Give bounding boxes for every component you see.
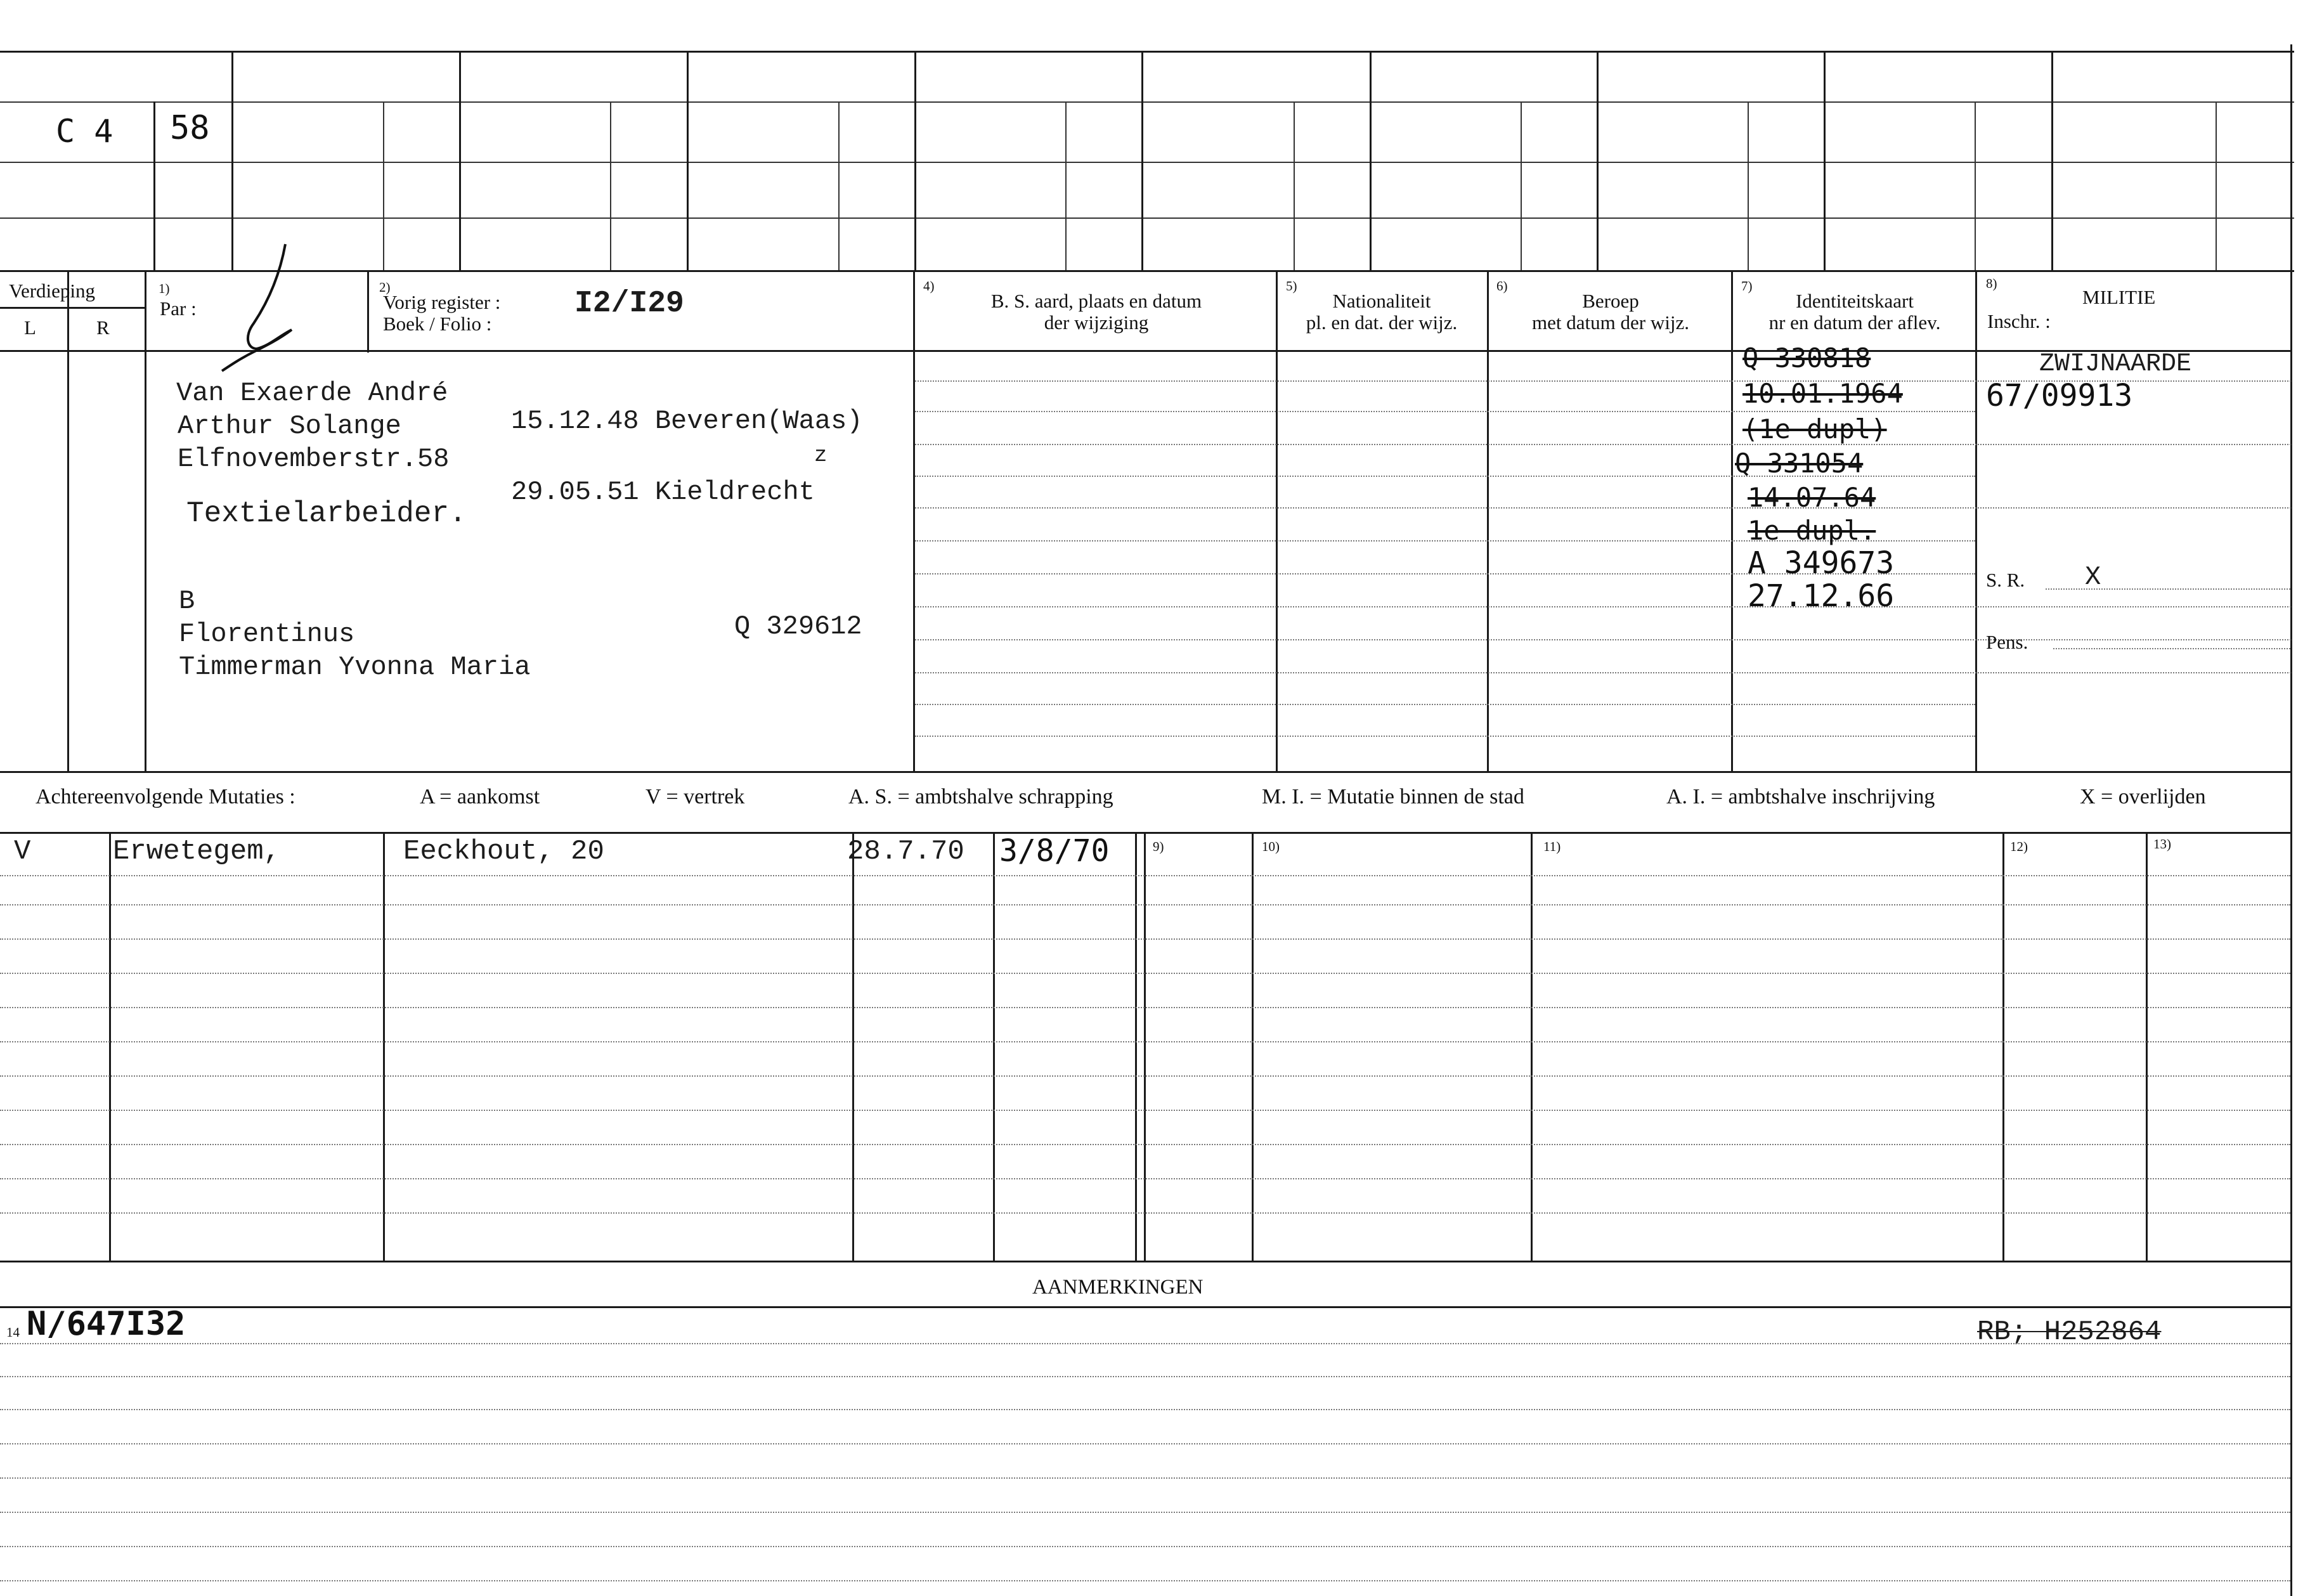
- col5-subtitle: pl. en dat. der wijz.: [1306, 311, 1458, 334]
- remarks-title: AANMERKINGEN: [1032, 1276, 1204, 1299]
- old-id2-number: Q 331054: [1735, 448, 1864, 479]
- remarks-reference: N/647I32: [27, 1305, 186, 1343]
- old-id-number: Q 330818: [1742, 342, 1871, 373]
- spouse-first-name: Florentinus: [179, 619, 355, 649]
- column-l-label: L: [24, 316, 36, 339]
- militie-number: 67/09913: [1986, 378, 2133, 413]
- legend-departure: V = vertrek: [646, 785, 745, 808]
- pens-label: Pens.: [1986, 631, 2028, 653]
- id-reference: Q 329612: [734, 611, 862, 642]
- current-id-date: 27.12.66: [1748, 578, 1895, 614]
- current-id-number: A 349673: [1748, 545, 1895, 581]
- col8-number: 8): [1986, 276, 1997, 291]
- inschr-label: Inschr. :: [1987, 310, 2051, 332]
- person-name: Van Exaerde André: [176, 378, 448, 408]
- old-id2-date: 14.07.64: [1748, 482, 1876, 513]
- old-id2-duplicate: 1e dupl.: [1748, 515, 1876, 546]
- legend-arrival: A = aankomst: [420, 785, 540, 808]
- old-id-date: 10.01.1964: [1742, 378, 1903, 409]
- sr-value: X: [2085, 562, 2101, 592]
- col5-number: 5): [1286, 278, 1297, 294]
- remarks-rb-number: RB; H252864: [1977, 1316, 2162, 1348]
- col6-subtitle: met datum der wijz.: [1532, 311, 1689, 334]
- z-mark: z: [814, 444, 827, 468]
- col7-number: 7): [1741, 278, 1753, 294]
- par-number: 1): [159, 281, 170, 296]
- legend-internal-move: M. I. = Mutatie binnen de stad: [1262, 785, 1524, 808]
- mutation-processed-date: 3/8/70: [999, 833, 1110, 869]
- mutation-type: V: [14, 836, 31, 867]
- col6-title: Beroep: [1582, 290, 1639, 312]
- old-id-duplicate: (1e dupl): [1742, 413, 1887, 444]
- col4-number: 4): [923, 278, 935, 294]
- mutation-date: 28.7.70: [847, 836, 964, 867]
- b-mark: B: [179, 586, 195, 616]
- person-first-names: Arthur Solange: [178, 411, 401, 441]
- legend-death: X = overlijden: [2080, 785, 2206, 808]
- verdieping-label: Verdieping: [9, 280, 96, 302]
- col6-number: 6): [1496, 278, 1508, 294]
- col7-title: Identiteitskaart: [1796, 290, 1914, 312]
- card-code: C 4: [56, 113, 114, 150]
- birth-date-place: 15.12.48 Beveren(Waas): [511, 406, 863, 436]
- remarks-number: 14: [6, 1325, 20, 1340]
- person-occupation: Textielarbeider.: [186, 497, 467, 530]
- vorig-register-label: Vorig register :: [383, 291, 501, 313]
- col13-number: 13): [2153, 836, 2171, 852]
- militie-title: MILITIE: [2082, 286, 2156, 308]
- legend-title: Achtereenvolgende Mutaties :: [36, 785, 295, 808]
- militie-place: ZWIJNAARDE: [2039, 350, 2192, 379]
- vorig-number: 2): [379, 280, 391, 295]
- vorig-register-value: I2/I29: [574, 287, 684, 321]
- sr-label: S. R.: [1986, 569, 2025, 591]
- col9-number: 9): [1153, 839, 1164, 854]
- par-signature: [216, 241, 317, 374]
- boek-folio-label: Boek / Folio :: [383, 313, 492, 335]
- mutation-street: Eeckhout, 20: [403, 836, 604, 867]
- legend-ex-officio-registration: A. I. = ambtshalve inschrijving: [1666, 785, 1935, 808]
- col10-number: 10): [1262, 839, 1280, 854]
- col4-subtitle: der wijziging: [1044, 311, 1149, 334]
- column-r-label: R: [96, 316, 110, 339]
- second-date-place: 29.05.51 Kieldrecht: [511, 477, 815, 507]
- legend-ex-officio-removal: A. S. = ambtshalve schrapping: [848, 785, 1113, 808]
- col7-subtitle: nr en datum der aflev.: [1768, 311, 1941, 334]
- mutation-place: Erwetegem,: [113, 836, 281, 867]
- person-address: Elfnovemberstr.58: [178, 444, 450, 474]
- col4-title: B. S. aard, plaats en datum: [990, 290, 1202, 312]
- spouse-name: Timmerman Yvonna Maria: [179, 652, 531, 682]
- col5-title: Nationaliteit: [1332, 290, 1431, 312]
- col11-number: 11): [1543, 839, 1561, 854]
- card-number: 58: [170, 109, 210, 147]
- par-label: Par :: [160, 297, 197, 320]
- col12-number: 12): [2010, 839, 2028, 854]
